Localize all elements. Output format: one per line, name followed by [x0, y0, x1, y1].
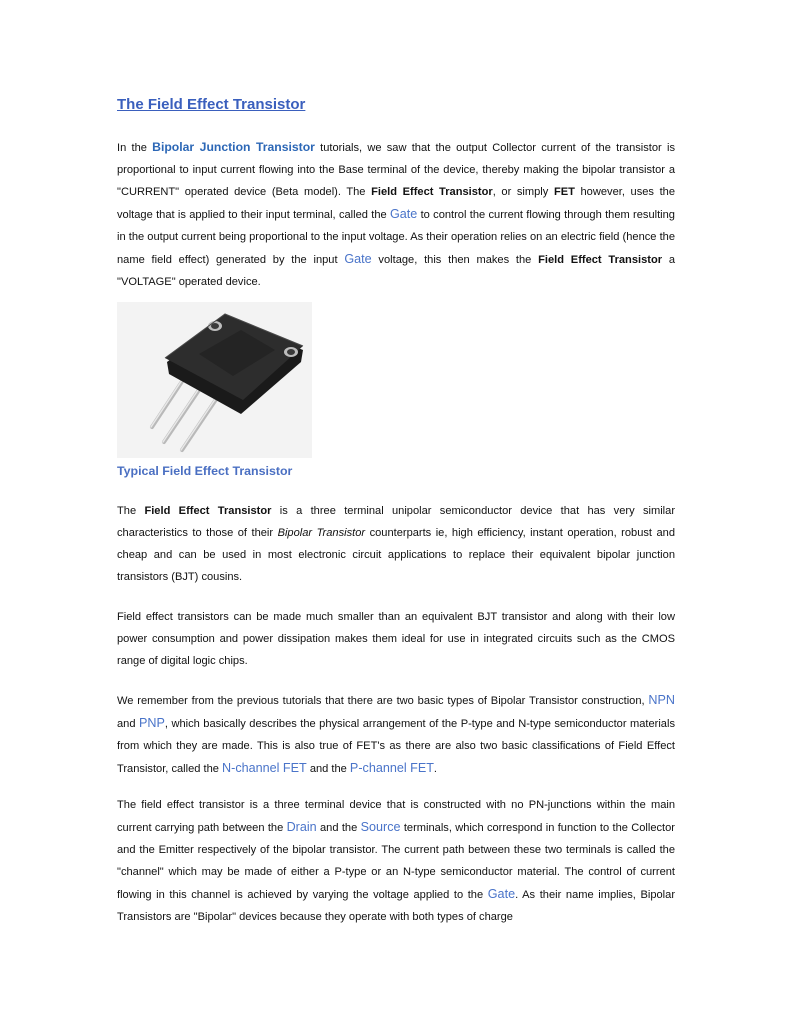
text: , or simply	[492, 186, 554, 198]
npn-link[interactable]: NPN	[648, 693, 675, 707]
fet-transistor-photo	[117, 302, 312, 458]
gate-link[interactable]: Gate	[389, 207, 418, 221]
text: and the	[306, 763, 350, 775]
text: to control the current flowing through them resulting in the output current being proportional to the input voltage. As their operation relies on an electric field (hence the name field effect) generated by the input	[117, 209, 675, 266]
text: counterparts ie, high efficiency, instant operation, robust and cheap and can be used in most electronic circuit applications to replace their equivalent bipolar junction transistors (BJT) cousins.	[117, 527, 676, 583]
paragraph-3: Field effect transistors can be made much smaller than an equivalent BJT transistor and along with their low power consumption and power dissipation makes them ideal for use in integrated circuits such as the CMOS range of digital logic chips.	[117, 611, 675, 667]
text: terminals, which correspond in function to the Collector and the Emitter respectively of the bipolar transistor. The current path between these two terminals is called the "channel" which may be made of either a P-type or an N-type semiconductor material. The control of current flowing in this channel is achieved by varying the voltage applied to the	[117, 822, 676, 901]
text: is a three terminal unipolar semiconductor device that has very similar characteristics to those of their	[117, 505, 676, 539]
text: . As their name implies, Bipolar Transistors are "Bipolar" devices because they operate with both types of charge	[117, 889, 676, 923]
bipolar-junction-transistor-link[interactable]: Bipolar Junction Transistor	[152, 140, 315, 154]
pnp-link[interactable]: PNP	[138, 716, 165, 730]
text: voltage, this then makes the	[371, 254, 539, 266]
text: , which basically describes the physical arrangement of the P-type and N-type semiconductor materials from which they are made. This is also true of FET's as there are also two basic classifications of Field Effect Transistor, called the	[117, 718, 675, 775]
transistor-image-icon	[117, 302, 312, 458]
text: however, uses the voltage that is applied to their input terminal, called the	[117, 186, 675, 221]
text: The field effect transistor is a three terminal device that is constructed with no PN-junctions within the main current carrying path between the	[117, 799, 675, 834]
text: .	[433, 763, 438, 775]
bold-term: Field Effect Transistor	[144, 505, 272, 517]
gate-link[interactable]: Gate	[344, 252, 372, 266]
text: We remember from the previous tutorials that there are two basic types of Bipolar Transistor construction,	[117, 695, 649, 707]
drain-link[interactable]: Drain	[286, 820, 317, 834]
page-title[interactable]: The Field Effect Transistor	[117, 96, 306, 113]
text: In the	[117, 142, 153, 154]
text: The	[117, 505, 145, 517]
paragraph-2	[117, 500, 675, 588]
paragraph-4	[117, 689, 675, 780]
text: and	[117, 718, 139, 730]
text: tutorials, we saw that the output Collector current of the transistor is proportional to input current flowing into the Base terminal of the device, thereby making the bipolar transistor a "CURRENT" operated device (Beta model). The	[117, 142, 675, 198]
bold-term: Field Effect Transistor	[371, 186, 493, 198]
bold-term: Field Effect Transistor	[538, 254, 663, 266]
text: a "VOLTAGE" operated device.	[117, 254, 675, 288]
paragraph-5	[117, 794, 675, 928]
source-link[interactable]: Source	[360, 820, 401, 834]
text: and the	[316, 822, 361, 834]
gate-link[interactable]: Gate	[487, 887, 516, 901]
intro-paragraph	[117, 136, 675, 293]
italic-term: Bipolar Transistor	[277, 527, 366, 539]
image-caption: Typical Field Effect Transistor	[117, 464, 293, 478]
p-channel-fet-link[interactable]: P-channel FET	[349, 761, 434, 775]
bold-term: FET	[553, 186, 575, 198]
n-channel-fet-link[interactable]: N-channel FET	[222, 761, 307, 775]
